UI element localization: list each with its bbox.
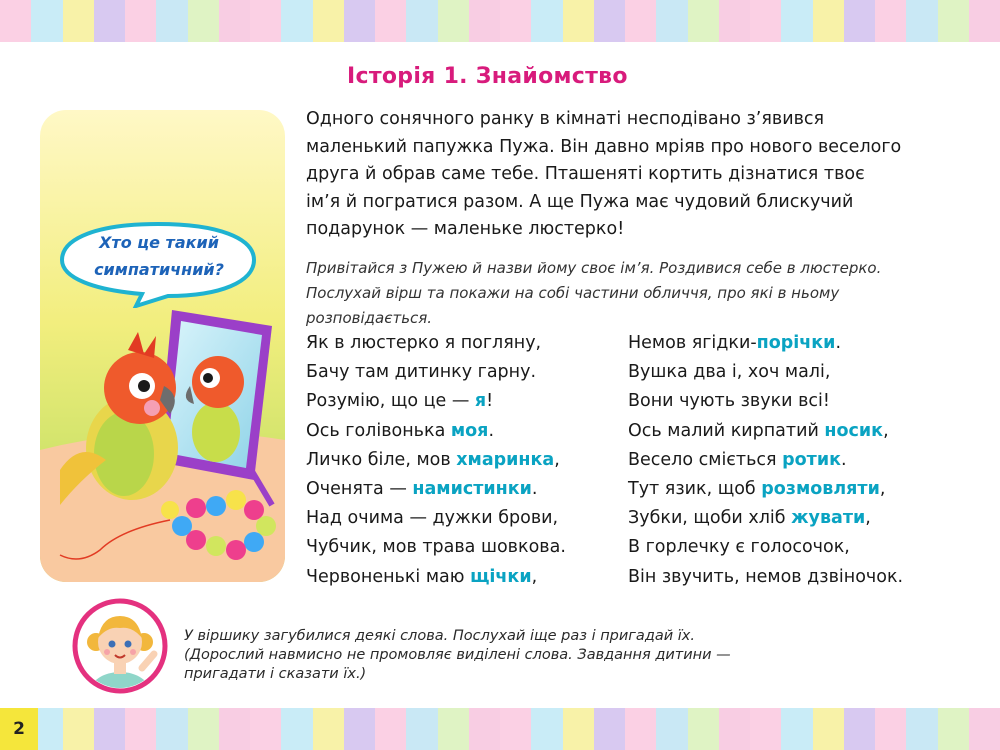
stripe-segment xyxy=(219,708,250,750)
intro-line: друга й обрав саме тебе. Пташеняті кортить дізнатися твоє xyxy=(306,164,865,184)
intro-line: ім’я й погратися разом. А ще Пужа має чудовий блискучий xyxy=(306,191,854,212)
poem-keyword: порічки xyxy=(756,333,836,353)
poem-text: Над очима — дужки брови, xyxy=(306,508,559,529)
stripe-segment xyxy=(156,0,187,42)
poem-punct: , xyxy=(879,479,886,500)
poem-line xyxy=(306,533,566,562)
poem-punct: , xyxy=(865,508,871,529)
poem-text: Зубки, щоби хліб xyxy=(628,508,792,529)
poem-text: Тут язик, щоб xyxy=(628,479,762,500)
poem-keyword: носик xyxy=(824,420,884,441)
stripe-segment xyxy=(813,708,844,750)
stripe-segment xyxy=(438,708,469,750)
poem-line xyxy=(306,504,566,533)
poem-line xyxy=(306,563,566,592)
stripe-segment xyxy=(406,0,437,42)
poem-text: В горлечку є голосочок, xyxy=(628,537,850,558)
stripe-segment xyxy=(906,708,937,750)
stripe-segment xyxy=(125,708,156,750)
poem-text: Червоненькі маю xyxy=(306,566,471,587)
page-title: Історія 1. Знайомство xyxy=(347,64,628,89)
poem-punct: . xyxy=(488,420,495,441)
stripe-segment xyxy=(94,0,125,42)
bubble-line: Хто це такий xyxy=(99,233,219,252)
poem-line xyxy=(628,358,903,387)
poem-line xyxy=(306,329,566,358)
stripe-segment xyxy=(344,0,375,42)
poem-line xyxy=(628,446,903,475)
poem-line xyxy=(306,417,566,446)
stripe-segment xyxy=(375,708,406,750)
poem-punct: , xyxy=(883,420,889,441)
poem-punct: . xyxy=(531,479,538,500)
poem-line xyxy=(306,358,566,387)
task-note xyxy=(184,627,731,684)
bubble-line: симпатичний? xyxy=(94,260,224,279)
poem-keyword: намистинки xyxy=(412,479,532,500)
poem-text: Оченята — xyxy=(306,479,413,500)
stripe-segment xyxy=(125,0,156,42)
poem-punct: . xyxy=(840,449,847,470)
stripe-segment xyxy=(750,708,781,750)
poem-text: Бачу там дитинку гарну. xyxy=(306,362,537,383)
stripe-segment xyxy=(906,0,937,42)
poem-punct: . xyxy=(835,333,842,353)
stripe-segment xyxy=(719,708,750,750)
stripe-segment xyxy=(469,0,500,42)
intro-line: маленький папужка Пужа. Він давно мріяв про нового веселого xyxy=(306,136,902,157)
stripe-segment xyxy=(500,708,531,750)
note-line: пригадати і сказати їх.) xyxy=(184,666,367,682)
stripe-segment xyxy=(531,708,562,750)
stripe-segment xyxy=(750,0,781,42)
poem-line xyxy=(628,329,903,358)
stripe-segment xyxy=(844,0,875,42)
stripe-segment xyxy=(688,708,719,750)
stripe-segment xyxy=(219,0,250,42)
page-number: 2 xyxy=(0,708,38,750)
stripe-segment xyxy=(531,0,562,42)
poem-line xyxy=(628,533,903,562)
stripe-segment xyxy=(313,0,344,42)
stripe-segment xyxy=(63,708,94,750)
speech-bubble-text xyxy=(64,229,254,283)
poem-keyword: розмовляти xyxy=(761,479,880,500)
girl-avatar-icon xyxy=(72,598,168,694)
stripe-segment xyxy=(938,0,969,42)
poem-right-column xyxy=(628,329,903,592)
stripe-segment xyxy=(969,0,1000,42)
stripe-segment xyxy=(406,708,437,750)
stripe-segment xyxy=(281,708,312,750)
stripe-segment xyxy=(563,0,594,42)
note-line: У віршику загубилися деякі слова. Послухай іще раз і пригадай їх. xyxy=(184,628,695,644)
stripe-segment xyxy=(563,708,594,750)
stripe-segment xyxy=(781,0,812,42)
poem-line xyxy=(628,417,903,446)
stripe-segment xyxy=(0,0,31,42)
parrot-illustration xyxy=(40,110,285,582)
poem-text: Розумію, що це — xyxy=(306,391,475,412)
stripe-segment xyxy=(281,0,312,42)
stripe-segment xyxy=(875,708,906,750)
instruction-line: Послухай вірш та покажи на собі частини обличчя, про які в ньому xyxy=(306,284,840,302)
intro-line: подарунок — маленьке люстерко! xyxy=(306,219,625,239)
poem-line xyxy=(306,475,566,504)
poem-keyword: хмаринка xyxy=(456,449,555,470)
stripe-segment xyxy=(344,708,375,750)
stripe-segment xyxy=(438,0,469,42)
note-line: (Дорослий навмисно не промовляє виділені слова. Завдання дитини — xyxy=(184,647,731,663)
stripe-segment xyxy=(156,708,187,750)
poem-keyword: жувати xyxy=(791,508,866,529)
stripe-segment xyxy=(594,708,625,750)
poem-line xyxy=(628,504,903,533)
instruction-line: розповідається. xyxy=(306,309,433,327)
stripe-segment xyxy=(94,708,125,750)
poem-line xyxy=(628,387,903,416)
stripe-segment xyxy=(656,708,687,750)
stripe-segment xyxy=(813,0,844,42)
stripe-segment xyxy=(375,0,406,42)
poem-text: Весело сміється xyxy=(628,449,783,470)
stripe-segment xyxy=(625,708,656,750)
stripe-segment xyxy=(625,0,656,42)
instruction-paragraph xyxy=(306,256,966,331)
poem-left-column xyxy=(306,329,566,592)
poem-text: Немов ягідки- xyxy=(628,333,757,353)
stripe-segment xyxy=(469,708,500,750)
poem-line xyxy=(628,563,903,592)
stripe-segment xyxy=(188,0,219,42)
poem-text: Чубчик, мов трава шовкова. xyxy=(306,537,566,558)
poem-keyword: моя xyxy=(450,420,489,441)
poem-punct: ! xyxy=(486,391,494,412)
bottom-stripe-band xyxy=(0,708,1000,750)
stripe-segment xyxy=(63,0,94,42)
stripe-segment xyxy=(938,708,969,750)
stripe-segment xyxy=(875,0,906,42)
poem-text: Вушка два і, хоч малі, xyxy=(628,362,831,383)
stripe-segment xyxy=(719,0,750,42)
stripe-segment xyxy=(781,708,812,750)
stripe-segment xyxy=(688,0,719,42)
instruction-line: Привітайся з Пужею й назви йому своє ім’я. Роздивися себе в люстерко. xyxy=(306,259,882,277)
top-stripe-band xyxy=(0,0,1000,42)
stripe-segment xyxy=(250,708,281,750)
poem-line xyxy=(306,387,566,416)
poem-text: Вони чують звуки всі! xyxy=(628,391,830,412)
poem-punct: , xyxy=(554,449,560,470)
stripe-segment xyxy=(594,0,625,42)
poem-line xyxy=(628,475,903,504)
poem-text: Він звучить, немов дзвіночок. xyxy=(628,566,904,587)
intro-line: Одного сонячного ранку в кімнаті несподівано з’явився xyxy=(306,109,825,129)
poem-punct: , xyxy=(531,566,538,587)
stripe-segment xyxy=(313,708,344,750)
stripe-segment xyxy=(250,0,281,42)
stripe-segment xyxy=(969,708,1000,750)
poem-keyword: я xyxy=(474,391,487,412)
poem-text: Личко біле, мов xyxy=(306,449,457,470)
poem-line xyxy=(306,446,566,475)
stripe-segment xyxy=(844,708,875,750)
stripe-segment xyxy=(31,0,62,42)
poem-keyword: щічки xyxy=(470,566,532,587)
poem-text: Ось малий кирпатий xyxy=(628,420,825,441)
poem-text: Як в люстерко я погляну, xyxy=(306,333,542,353)
stripe-segment xyxy=(500,0,531,42)
poem-text: Ось голівонька xyxy=(306,420,451,441)
stripe-segment xyxy=(656,0,687,42)
intro-paragraph xyxy=(306,106,966,244)
poem-keyword: ротик xyxy=(782,449,841,470)
stripe-segment xyxy=(188,708,219,750)
